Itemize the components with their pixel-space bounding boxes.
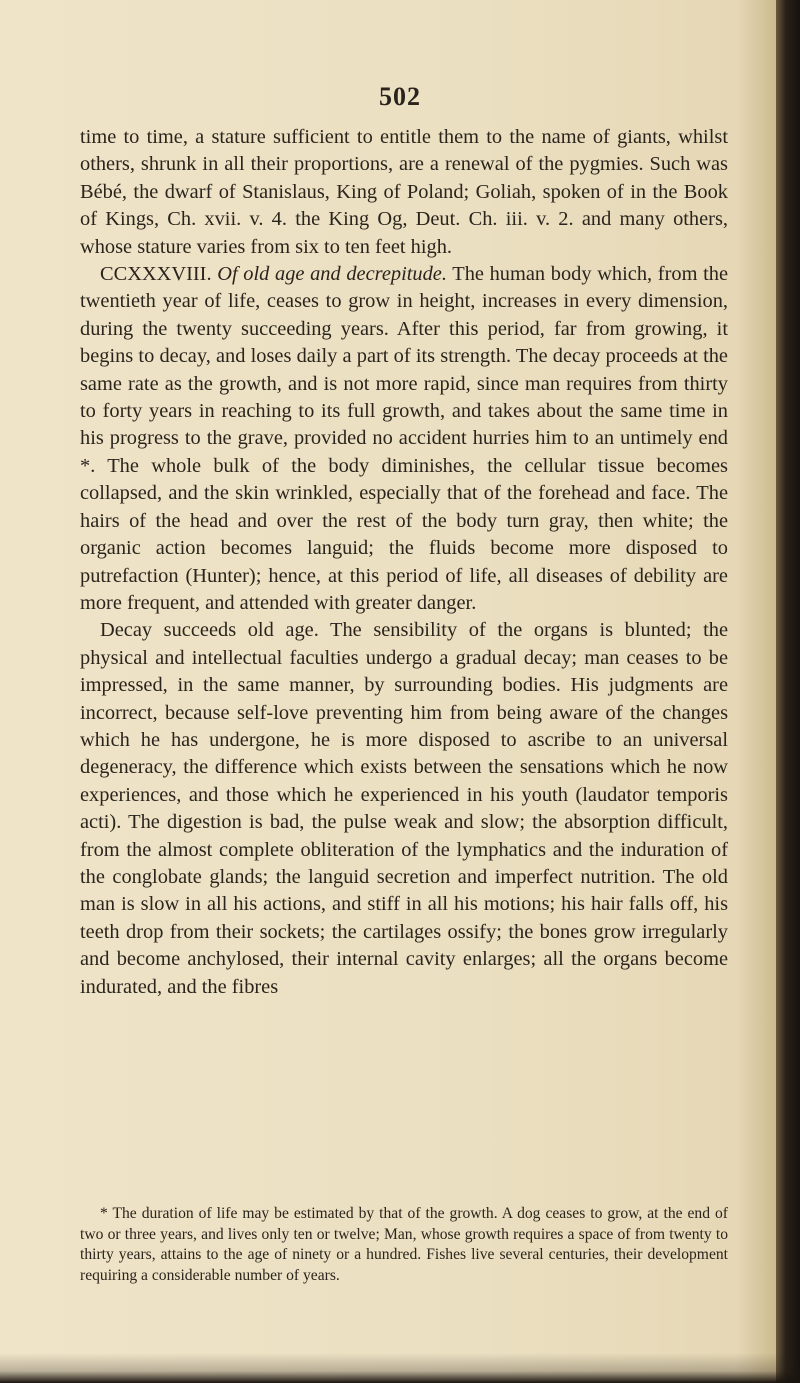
section-title: Of old age and decrepitude. bbox=[217, 263, 447, 286]
page-bottom-edge bbox=[0, 1353, 800, 1383]
book-spine-shadow bbox=[776, 0, 800, 1383]
main-text bbox=[80, 124, 728, 1001]
paragraph-continuation: time to time, a stature sufficient to entitle them to the name of giants, whilst others, shrunk in all their proportions, are a renewal of the pygmies. Such was Bébé, the dwarf of Stanislaus, King of Poland; Goliah, spoken of in the Book of Kings, Ch. xvii. v. 4. the King Og, Deut. Ch. iii. v. 2. and many others, whose stature varies from six to ten feet high. bbox=[80, 126, 728, 258]
footnote bbox=[80, 1204, 728, 1286]
section-number: CCXXXVIII. bbox=[100, 263, 212, 286]
footnote-text: * The duration of life may be estimated by that of the growth. A dog ceases to grow, at the end of two or three years, and lives only ten or twelve; Man, whose growth requires a space of from twenty to thirty years, attains to the age of ninety or a hundred. Fishes live several centuries, their development requiring a considerable number of years. bbox=[80, 1205, 728, 1284]
paragraph-decay: Decay succeeds old age. The sensibility of the organs is blunted; the physical and intellectual faculties undergo a gradual decay; man ceases to be impressed, in the same manner, by surrounding bodies. His judgments are incorrect, because self-love preventing him from being aware of the changes which he has undergone, he is more disposed to ascribe to an universal degeneracy, the difference which exists between the sensations which he now experiences, and those which he experienced in his youth (laudator temporis acti). The digestion is bad, the pulse weak and slow; the absorption difficult, from the almost complete obliteration of the lymphatics and the induration of the conglobate glands; the languid secretion and imperfect nutrition. The old man is slow in all his actions, and stiff in all his motions; his hair falls off, his teeth drop from their sockets; the cartilages ossify; the bones grow irregularly and become anchylosed, their internal cavity enlarges; all the organs become indurated, and the fibres bbox=[80, 619, 728, 998]
paragraph-section bbox=[80, 261, 728, 617]
section-text: The human body which, from the twentieth year of life, ceases to grow in height, increases in every dimension, during the twenty succeeding years. After this period, far from growing, it begins to decay, and loses daily a part of its strength. The decay proceeds at the same rate as the growth, and is not more rapid, since man requires from thirty to forty years in reaching to its full growth, and takes about the same time in his progress to the grave, provided no accident hurries him to an untimely end *. The whole bulk of the body diminishes, the cellular tissue becomes collapsed, and the skin wrinkled, especially that of the forehead and face. The hairs of the head and over the rest of the body turn gray, then white; the organic action becomes languid; the fluids become more disposed to putrefaction (Hunter); hence, at this period of life, all diseases of debility are more frequent, and attended with greater danger. bbox=[80, 263, 728, 614]
page-number: 502 bbox=[379, 82, 421, 111]
